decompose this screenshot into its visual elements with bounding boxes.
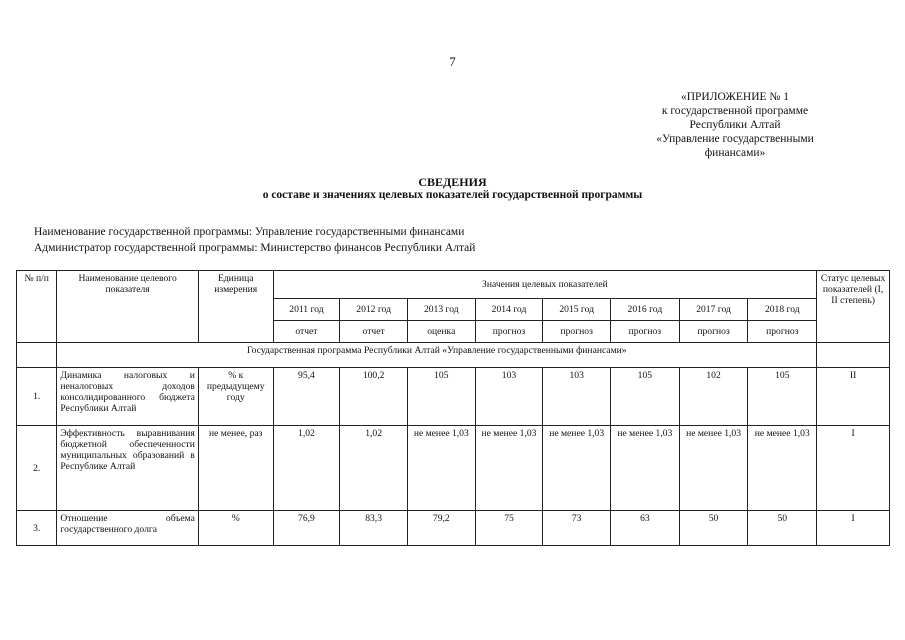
- row-value: 105: [748, 368, 817, 426]
- row-value: 102: [679, 368, 748, 426]
- document-title: СВЕДЕНИЯ: [418, 175, 487, 189]
- row-value: 103: [475, 368, 543, 426]
- row-value: не менее 1,03: [543, 426, 611, 511]
- row-value: 105: [611, 368, 680, 426]
- row-value: 100,2: [340, 368, 408, 426]
- appendix-line: «ПРИЛОЖЕНИЕ № 1: [680, 91, 789, 103]
- row-name: Эффективность выравнивания бюджетной обеспеченности муниципальных образований в Республике Алтай: [57, 426, 198, 511]
- row-value: 1,02: [273, 426, 340, 511]
- year-type-cell: прогноз: [611, 321, 680, 343]
- year-type-cell: отчет: [273, 321, 340, 343]
- row-value: не менее 1,03: [748, 426, 817, 511]
- header-values-group: Значения целевых показателей: [273, 271, 817, 299]
- section-empty-cell: [17, 343, 57, 368]
- row-num: 1.: [17, 368, 57, 426]
- row-unit: %: [198, 511, 273, 546]
- year-type-cell: отчет: [340, 321, 408, 343]
- row-value: 75: [475, 511, 543, 546]
- appendix-header: [600, 90, 870, 160]
- year-cell: 2018 год: [748, 299, 817, 321]
- header-unit: Единица измерения: [198, 271, 273, 343]
- year-cell: 2017 год: [679, 299, 748, 321]
- administrator-line: Администратор государственной программы: Министерство финансов Республики Алтай: [34, 242, 476, 254]
- appendix-line: к государственной программе: [661, 105, 809, 117]
- document-subtitle: о составе и значениях целевых показателей государственной программы: [262, 189, 643, 201]
- row-value: 79,2: [407, 511, 475, 546]
- row-value: не менее 1,03: [679, 426, 748, 511]
- row-value: 76,9: [273, 511, 340, 546]
- indicators-table: [16, 270, 890, 546]
- row-status: I: [817, 511, 890, 546]
- row-num: 2.: [17, 426, 57, 511]
- table-row: [17, 426, 890, 511]
- header-name: Наименование целевого показателя: [57, 271, 198, 343]
- row-value: 95,4: [273, 368, 340, 426]
- table-row: [17, 511, 890, 546]
- row-value: 1,02: [340, 426, 408, 511]
- row-value: 103: [543, 368, 611, 426]
- header-status: Статус целевых показателей (I, II степень): [817, 271, 890, 343]
- year-type-cell: прогноз: [475, 321, 543, 343]
- year-cell: 2014 год: [475, 299, 543, 321]
- section-empty-cell: [817, 343, 890, 368]
- appendix-line: финансами»: [704, 147, 766, 159]
- section-row: [17, 343, 890, 368]
- row-num: 3.: [17, 511, 57, 546]
- year-cell: 2016 год: [611, 299, 680, 321]
- row-unit: % к предыдущему году: [198, 368, 273, 426]
- appendix-line: Республики Алтай: [689, 119, 781, 131]
- year-cell: 2011 год: [273, 299, 340, 321]
- row-value: 63: [611, 511, 680, 546]
- year-type-cell: оценка: [407, 321, 475, 343]
- year-type-cell: прогноз: [679, 321, 748, 343]
- year-type-cell: прогноз: [543, 321, 611, 343]
- row-unit: не менее, раз: [198, 426, 273, 511]
- row-value: не менее 1,03: [611, 426, 680, 511]
- row-status: II: [817, 368, 890, 426]
- page-number: 7: [449, 54, 456, 69]
- appendix-line: «Управление государственными: [656, 133, 814, 145]
- row-value: 105: [407, 368, 475, 426]
- year-cell: 2015 год: [543, 299, 611, 321]
- header-row: [17, 271, 890, 299]
- row-value: не менее 1,03: [475, 426, 543, 511]
- row-value: 50: [748, 511, 817, 546]
- header-num: № п/п: [17, 271, 57, 343]
- row-value: 83,3: [340, 511, 408, 546]
- row-value: не менее 1,03: [407, 426, 475, 511]
- table-row: [17, 368, 890, 426]
- program-name-line: Наименование государственной программы: Управление государственными финансами: [34, 226, 465, 238]
- year-cell: 2013 год: [407, 299, 475, 321]
- row-name: Отношение объема государственного долга: [57, 511, 198, 546]
- row-value: 50: [679, 511, 748, 546]
- row-name: Динамика налоговых и неналоговых доходов консолидированного бюджета Республики Алтай: [57, 368, 198, 426]
- year-type-cell: прогноз: [748, 321, 817, 343]
- year-cell: 2012 год: [340, 299, 408, 321]
- row-status: I: [817, 426, 890, 511]
- section-title: Государственная программа Республики Алтай «Управление государственными финансами»: [57, 343, 817, 368]
- row-value: 73: [543, 511, 611, 546]
